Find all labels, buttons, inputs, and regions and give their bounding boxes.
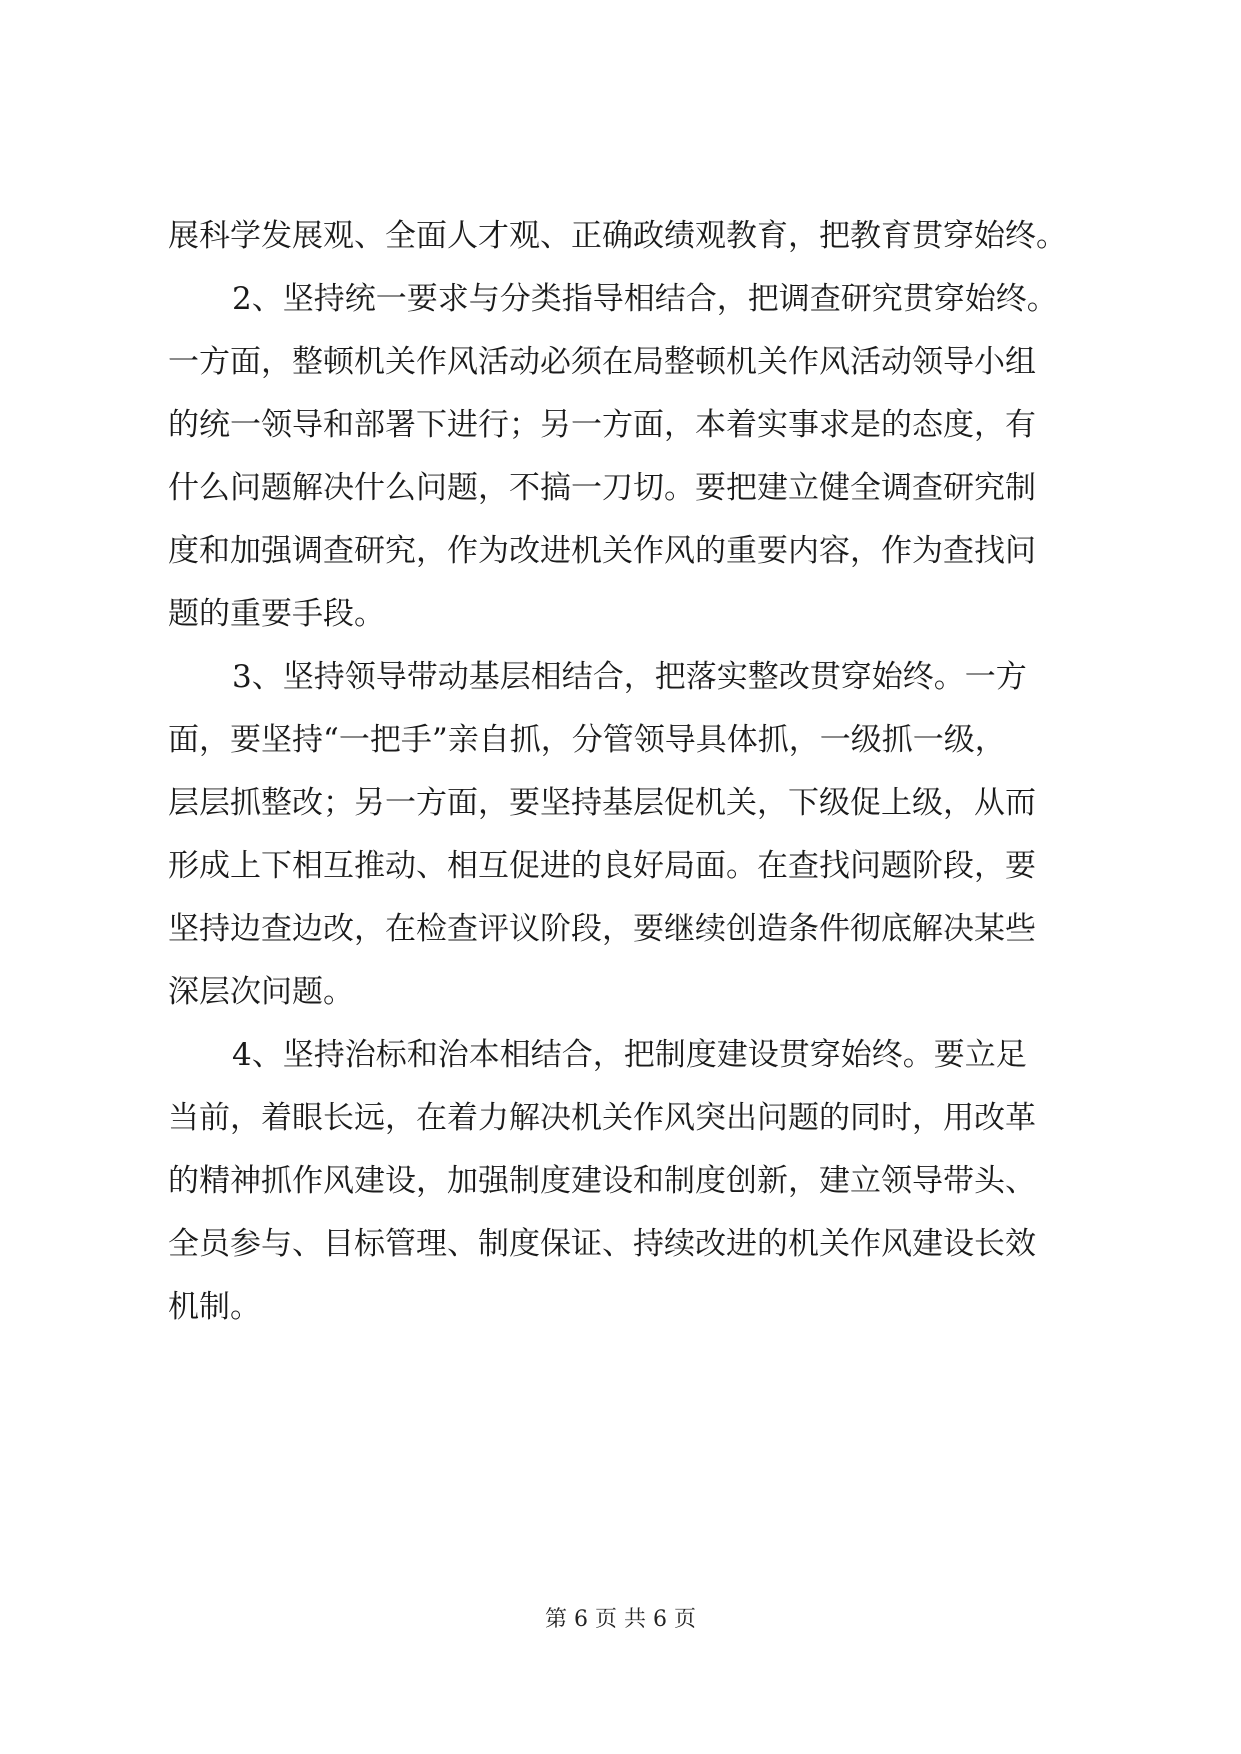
- text-line: 深层次问题。: [168, 974, 354, 1010]
- text-line: 全员参与、目标管理、制度保证、持续改进的机关作风建设长效: [168, 1226, 1036, 1262]
- text-line: 的统一领导和部署下进行；另一方面，本着实事求是的态度，有: [168, 407, 1036, 443]
- text-line: 的精神抓作风建设，加强制度建设和制度创新，建立领导带头、: [168, 1163, 1036, 1199]
- text-line: 题的重要手段。: [168, 596, 385, 632]
- body-text: [168, 205, 1088, 1339]
- text-line: 当前，着眼长远，在着力解决机关作风突出问题的同时，用改革: [168, 1100, 1036, 1136]
- paragraph-3-start: 3、坚持领导带动基层相结合，把落实整改贯穿始终。一方: [232, 659, 1027, 695]
- paragraph-4-start: 4、坚持治标和治本相结合，把制度建设贯穿始终。要立足: [232, 1037, 1027, 1073]
- text-line: 展科学发展观、全面人才观、正确政绩观教育，把教育贯穿始终。: [168, 218, 1067, 254]
- text-line: 一方面，整顿机关作风活动必须在局整顿机关作风活动领导小组: [168, 344, 1036, 380]
- text-line: 机制。: [168, 1289, 261, 1325]
- text-line: 层层抓整改；另一方面，要坚持基层促机关，下级促上级，从而: [168, 785, 1036, 821]
- paragraph-2-start: 2、坚持统一要求与分类指导相结合，把调查研究贯穿始终。: [232, 281, 1058, 317]
- page-number-footer: 第 6 页 共 6 页: [545, 1607, 696, 1632]
- text-line: 度和加强调查研究，作为改进机关作风的重要内容，作为查找问: [168, 533, 1036, 569]
- text-line: 面，要坚持“一把手”亲自抓，分管领导具体抓，一级抓一级，: [168, 722, 1006, 758]
- text-line: 什么问题解决什么问题，不搞一刀切。要把建立健全调查研究制: [168, 470, 1036, 506]
- text-line: 形成上下相互推动、相互促进的良好局面。在查找问题阶段，要: [168, 848, 1036, 884]
- text-line: 坚持边查边改，在检查评议阶段，要继续创造条件彻底解决某些: [168, 911, 1036, 947]
